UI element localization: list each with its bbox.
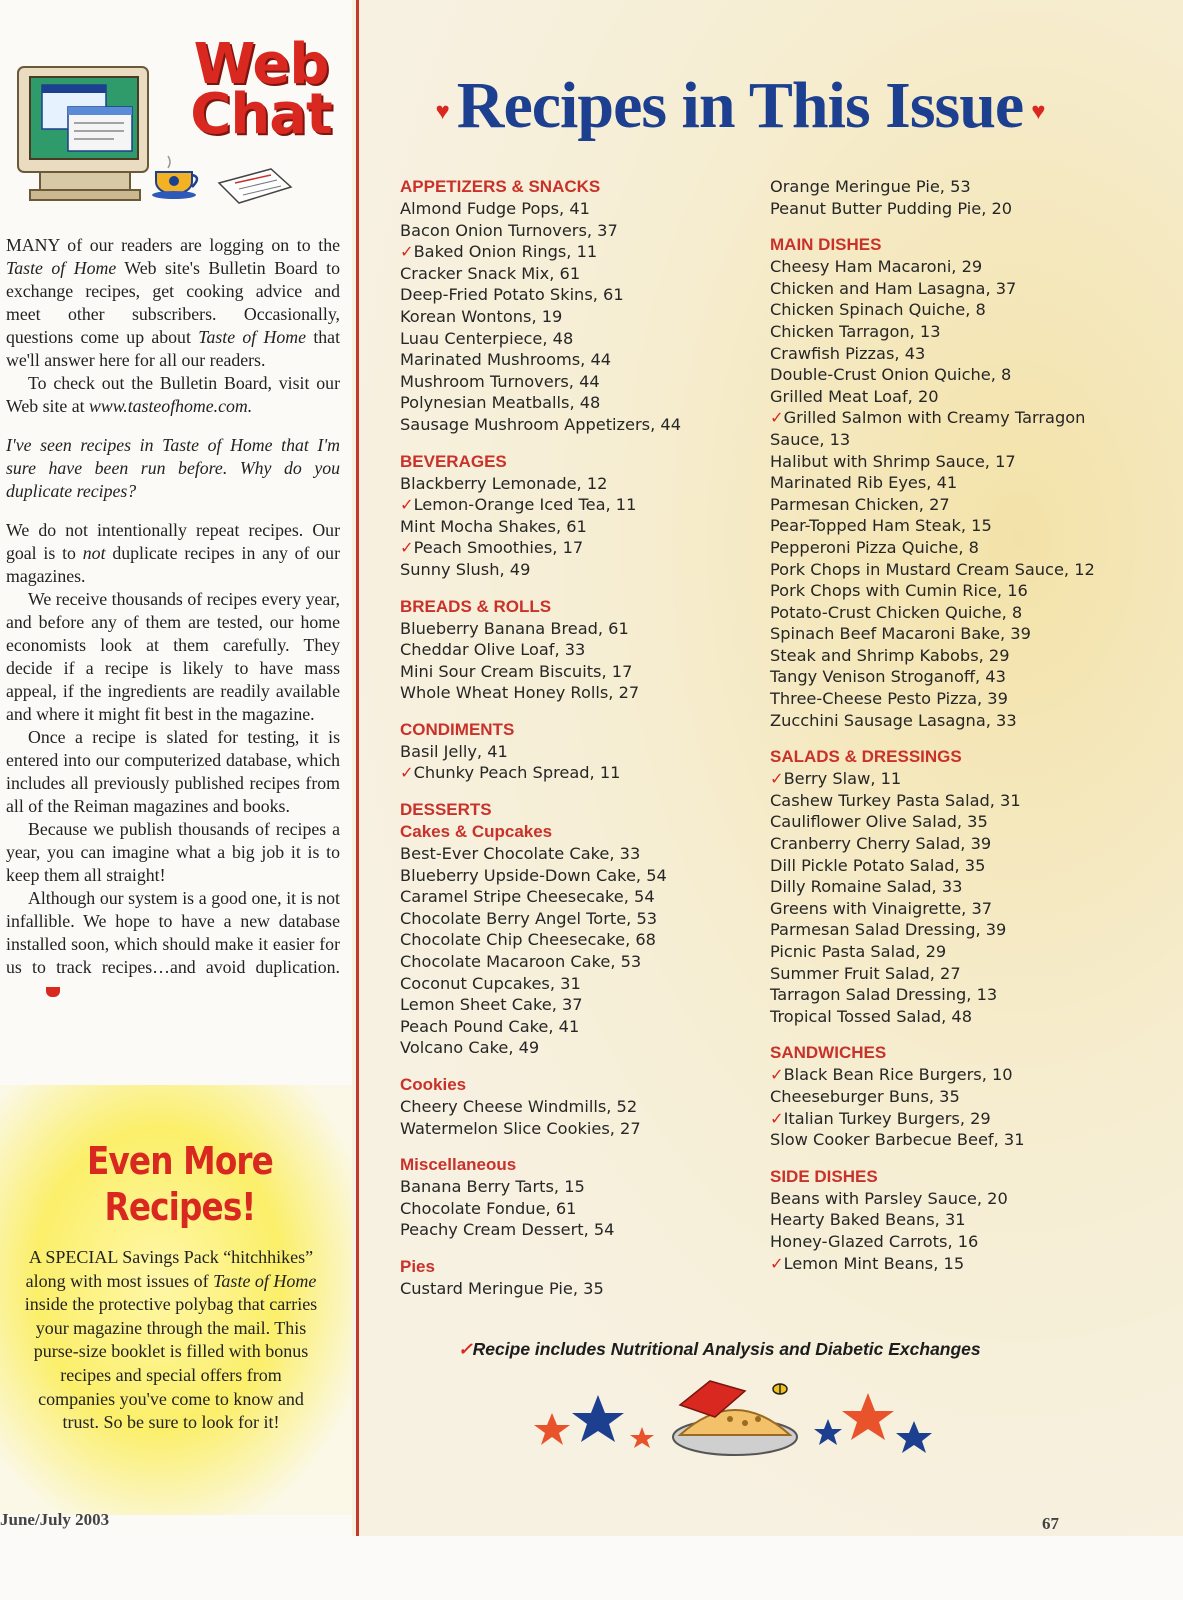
section-heading: SIDE DISHES bbox=[770, 1166, 878, 1186]
recipe-item-text: Basil Jelly, 41 bbox=[400, 741, 508, 761]
recipe-item bbox=[770, 688, 1130, 710]
recipe-item bbox=[400, 951, 760, 973]
page-number: 67 bbox=[1042, 1514, 1059, 1533]
recipe-item bbox=[770, 176, 1130, 198]
checkmark-icon: ✓ bbox=[400, 495, 414, 515]
recipe-item bbox=[770, 494, 1130, 516]
recipe-item-text: Parmesan Chicken, 27 bbox=[770, 494, 950, 514]
recipe-item-text: Lemon Mint Beans, 15 bbox=[783, 1253, 965, 1273]
recipe-item-text: Grilled Meat Loaf, 20 bbox=[770, 386, 939, 406]
recipe-item bbox=[400, 639, 760, 661]
recipe-item bbox=[400, 473, 760, 495]
recipe-item-text: Blueberry Upside-Down Cake, 54 bbox=[400, 865, 667, 885]
recipe-item bbox=[400, 1219, 760, 1241]
recipe-item-text: Watermelon Slice Cookies, 27 bbox=[400, 1118, 641, 1138]
recipe-item-text: Potato-Crust Chicken Quiche, 8 bbox=[770, 602, 1023, 622]
recipe-item-text: Almond Fudge Pops, 41 bbox=[400, 199, 590, 218]
recipe-item bbox=[400, 1016, 760, 1038]
section-heading: MAIN DISHES bbox=[770, 235, 882, 255]
recipe-item-text: Orange Meringue Pie, 53 bbox=[770, 177, 971, 196]
recipe-item bbox=[400, 973, 760, 995]
recipe-item-text: Double-Crust Onion Quiche, 8 bbox=[770, 365, 1012, 385]
star-icon bbox=[896, 1421, 932, 1453]
page-title bbox=[400, 66, 1080, 152]
recipe-item bbox=[400, 618, 760, 640]
recipe-item bbox=[770, 537, 1130, 559]
star-icon bbox=[630, 1427, 654, 1448]
recipe-item bbox=[770, 1253, 1130, 1275]
recipe-item-text: Marinated Rib Eyes, 41 bbox=[770, 473, 958, 493]
recipe-item bbox=[770, 559, 1130, 581]
recipe-item bbox=[400, 328, 760, 350]
answer-paragraph-3: Once a recipe is slated for testing, it is entered into our computerized database, which includes all previously published recipes from all of the Reiman magazines and books. bbox=[6, 727, 340, 816]
recipe-item-text: Cauliflower Olive Salad, 35 bbox=[770, 812, 988, 832]
recipe-item-text: Parmesan Salad Dressing, 39 bbox=[770, 920, 1007, 940]
recipe-item-text: Luau Centerpiece, 48 bbox=[400, 328, 574, 348]
recipe-item-text: Hearty Baked Beans, 31 bbox=[770, 1210, 966, 1230]
promo-text: A SPECIAL Savings Pack “hitchhikes” along with most issues of Taste of Home inside the protective polybag that carries your magazine through the mail. This purse-size booklet is filled with bonus recipes and special offers from companies you've come to know and trust. So be sure to look for it! bbox=[24, 1247, 318, 1433]
checkmark-icon: ✓ bbox=[400, 242, 414, 262]
star-icon bbox=[534, 1413, 570, 1445]
recipe-item-text: Steak and Shrimp Kabobs, 29 bbox=[770, 645, 1010, 665]
recipe-item-text: Lemon Sheet Cake, 37 bbox=[400, 995, 583, 1015]
promo-title-line1: Even More bbox=[87, 1139, 273, 1183]
recipe-item-text: Tarragon Salad Dressing, 13 bbox=[770, 985, 998, 1005]
nutrition-note-text: Recipe includes Nutritional Analysis and Diabetic Exchanges bbox=[472, 1339, 981, 1359]
section-heading: Cookies bbox=[400, 1075, 467, 1094]
recipe-item bbox=[400, 284, 760, 306]
reader-question: I've seen recipes in Taste of Home that I'm sure have been run before. Why do you duplicate recipes? bbox=[6, 435, 340, 501]
recipe-item-text: Sausage Mushroom Appetizers, 44 bbox=[400, 414, 681, 434]
recipe-item-text: Cheeseburger Buns, 35 bbox=[770, 1086, 960, 1106]
recipe-item bbox=[770, 963, 1130, 985]
recipe-item-text: Cashew Turkey Pasta Salad, 31 bbox=[770, 790, 1021, 810]
star-icon bbox=[814, 1419, 842, 1445]
recipe-item-text: Chocolate Berry Angel Torte, 53 bbox=[400, 908, 658, 928]
recipe-item-text: Caramel Stripe Cheesecake, 54 bbox=[400, 887, 655, 907]
recipe-item-text: Best-Ever Chocolate Cake, 33 bbox=[400, 844, 641, 864]
recipe-item-text: Summer Fruit Salad, 27 bbox=[770, 963, 961, 983]
recipe-item-text: Peach Pound Cake, 41 bbox=[400, 1016, 580, 1036]
recipe-item-text: Deep-Fried Potato Skins, 61 bbox=[400, 285, 624, 305]
recipe-item bbox=[770, 919, 1130, 941]
recipe-item-text: Tropical Tossed Salad, 48 bbox=[770, 1006, 973, 1026]
checkmark-icon: ✓ bbox=[770, 1065, 784, 1085]
recipe-item bbox=[400, 537, 760, 559]
recipe-item bbox=[770, 407, 1100, 450]
recipe-item bbox=[770, 898, 1130, 920]
recipe-section bbox=[770, 176, 1130, 219]
recipe-item-text: Chicken Spinach Quiche, 8 bbox=[770, 300, 986, 320]
recipe-section bbox=[400, 176, 760, 436]
recipe-item-text: Grilled Salmon with Creamy Tarragon Sauce, 13 bbox=[770, 408, 1086, 449]
web-chat-title bbox=[176, 32, 346, 147]
recipe-item bbox=[770, 855, 1130, 877]
recipe-item bbox=[400, 263, 760, 285]
recipe-item-text: Coconut Cupcakes, 31 bbox=[400, 973, 581, 993]
recipe-item-text: Pepperoni Pizza Quiche, 8 bbox=[770, 537, 979, 557]
section-heading: BEVERAGES bbox=[400, 451, 507, 471]
recipe-item-text: Tangy Venison Stroganoff, 43 bbox=[770, 667, 1006, 687]
recipe-item bbox=[400, 349, 760, 371]
checkmark-icon: ✓ bbox=[400, 763, 414, 783]
nutrition-note bbox=[458, 1339, 981, 1360]
answer-paragraph-1: We do not intentionally repeat recipes. Our goal is to not duplicate recipes in any of our magazines. bbox=[6, 520, 340, 586]
recipe-item-text: Chicken and Ham Lasagna, 37 bbox=[770, 278, 1017, 298]
recipe-item bbox=[400, 886, 760, 908]
recipe-item bbox=[770, 1188, 1130, 1210]
stars-and-pie-decoration bbox=[530, 1375, 950, 1475]
recipe-item bbox=[400, 661, 760, 683]
star-icon bbox=[842, 1393, 894, 1440]
recipe-item bbox=[400, 1118, 760, 1140]
recipe-item-text: Peanut Butter Pudding Pie, 20 bbox=[770, 198, 1013, 218]
recipe-item bbox=[400, 741, 760, 763]
recipe-column-left bbox=[400, 176, 760, 1315]
recipe-cards-icon bbox=[215, 165, 295, 210]
recipe-item bbox=[400, 220, 760, 242]
recipe-item bbox=[770, 1064, 1130, 1086]
checkmark-icon: ✓ bbox=[458, 1339, 473, 1359]
recipe-item-text: Peach Smoothies, 17 bbox=[413, 538, 584, 558]
recipe-item bbox=[770, 623, 1130, 645]
recipe-item-text: Dill Pickle Potato Salad, 35 bbox=[770, 855, 986, 875]
recipe-item-text: Chunky Peach Spread, 11 bbox=[413, 763, 621, 783]
recipe-item bbox=[770, 1129, 1130, 1151]
recipe-section bbox=[400, 596, 760, 704]
recipe-section bbox=[400, 1154, 760, 1241]
checkmark-icon: ✓ bbox=[770, 769, 784, 789]
recipe-item bbox=[400, 1198, 760, 1220]
star-icon bbox=[572, 1395, 624, 1442]
bulletin-board-paragraph: To check out the Bulletin Board, visit our Web site at www.tasteofhome.com. bbox=[6, 373, 340, 416]
recipe-item-text: Chicken Tarragon, 13 bbox=[770, 321, 941, 341]
recipe-item-text: Picnic Pasta Salad, 29 bbox=[770, 942, 947, 961]
heart-icon: ♥ bbox=[1031, 98, 1045, 125]
recipe-item bbox=[400, 494, 760, 516]
recipe-item bbox=[770, 278, 1130, 300]
recipe-item-text: Greens with Vinaigrette, 37 bbox=[770, 898, 993, 918]
recipe-item-text: Pork Chops in Mustard Cream Sauce, 12 bbox=[770, 559, 1095, 579]
recipe-item bbox=[400, 198, 760, 220]
recipe-item-text: Berry Slaw, 11 bbox=[783, 769, 902, 789]
checkmark-icon: ✓ bbox=[770, 1253, 784, 1273]
recipe-item bbox=[770, 941, 1130, 963]
issue-date: June/July 2003 bbox=[0, 1510, 110, 1529]
recipe-item bbox=[770, 1209, 1130, 1231]
recipe-item bbox=[770, 1108, 1130, 1130]
recipe-item-text: Peachy Cream Dessert, 54 bbox=[400, 1220, 615, 1240]
recipe-section bbox=[400, 451, 760, 581]
recipe-section bbox=[770, 1166, 1130, 1274]
recipe-item bbox=[400, 865, 760, 887]
recipe-item-text: Pear-Topped Ham Steak, 15 bbox=[770, 516, 992, 536]
recipe-item-text: Honey-Glazed Carrots, 16 bbox=[770, 1231, 979, 1251]
section-heading: CONDIMENTS bbox=[400, 719, 515, 739]
recipe-item-text: Dilly Romaine Salad, 33 bbox=[770, 877, 963, 897]
recipe-item-text: Halibut with Shrimp Sauce, 17 bbox=[770, 451, 1016, 471]
web-chat-title-line1: Web bbox=[193, 32, 329, 97]
recipe-item-text: Mint Mocha Shakes, 61 bbox=[400, 516, 587, 536]
recipe-item bbox=[770, 321, 1130, 343]
recipe-item-text: Blackberry Lemonade, 12 bbox=[400, 473, 608, 493]
web-chat-body bbox=[6, 234, 340, 1002]
recipe-item bbox=[400, 843, 760, 865]
answer-paragraph-5: Although our system is a good one, it is not infallible. We hope to have a new database installed soon, which should make it easier for us to track recipes…and avoid duplication. bbox=[6, 887, 340, 1002]
section-heading: BREADS & ROLLS bbox=[400, 596, 552, 616]
recipe-item-text: Chocolate Fondue, 61 bbox=[400, 1198, 577, 1218]
recipe-item-text: Chocolate Chip Cheesecake, 68 bbox=[400, 930, 656, 950]
recipe-item bbox=[770, 580, 1130, 602]
recipe-item bbox=[400, 762, 760, 784]
recipe-item bbox=[770, 984, 1130, 1006]
recipe-item-text: Polynesian Meatballs, 48 bbox=[400, 393, 601, 413]
recipe-item-text: Beans with Parsley Sauce, 20 bbox=[770, 1188, 1008, 1208]
recipe-column-right bbox=[770, 176, 1130, 1289]
recipe-item-text: Banana Berry Tarts, 15 bbox=[400, 1177, 585, 1197]
recipe-section bbox=[770, 1042, 1130, 1150]
recipe-item-text: Cheesy Ham Macaroni, 29 bbox=[770, 257, 983, 277]
recipe-item-text: Cheddar Olive Loaf, 33 bbox=[400, 640, 586, 660]
promo-title bbox=[51, 1138, 309, 1230]
page-title-text: Recipes in This Issue bbox=[456, 69, 1024, 142]
recipe-item bbox=[400, 414, 760, 436]
answer-paragraph-2: We receive thousands of recipes every year, and before any of them are tested, our home economists look at them carefully. They decide if a recipe is likely to have mass appeal, if the ingredients are readily available and where it might fit best in the magazine. bbox=[6, 589, 340, 724]
recipe-item bbox=[400, 371, 760, 393]
recipe-item-text: Spinach Beef Macaroni Bake, 39 bbox=[770, 624, 1031, 644]
end-mark-icon bbox=[46, 987, 60, 997]
recipe-section bbox=[400, 799, 760, 1059]
recipe-item-text: Volcano Cake, 49 bbox=[400, 1038, 540, 1058]
recipe-item bbox=[770, 1086, 1130, 1108]
section-heading: Pies bbox=[400, 1256, 435, 1276]
recipe-item-text: Italian Turkey Burgers, 29 bbox=[783, 1108, 991, 1128]
recipe-item-text: Zucchini Sausage Lasagna, 33 bbox=[770, 710, 1017, 730]
checkmark-icon: ✓ bbox=[400, 538, 414, 558]
recipe-item bbox=[770, 710, 1130, 732]
section-subheading: Cakes & Cupcakes bbox=[400, 822, 553, 842]
recipe-item-text: Custard Meringue Pie, 35 bbox=[400, 1278, 604, 1298]
recipe-item bbox=[770, 666, 1130, 688]
recipe-item-text: Slow Cooker Barbecue Beef, 31 bbox=[770, 1130, 1025, 1150]
bee-icon bbox=[773, 1384, 787, 1394]
recipe-item-text: Sunny Slush, 49 bbox=[400, 559, 531, 579]
recipe-item bbox=[770, 256, 1130, 278]
recipe-section bbox=[400, 1074, 760, 1139]
section-heading: SANDWICHES bbox=[770, 1043, 887, 1063]
recipe-item bbox=[770, 451, 1130, 473]
recipe-item bbox=[400, 241, 760, 263]
recipe-item-text: Marinated Mushrooms, 44 bbox=[400, 350, 612, 370]
recipe-item bbox=[770, 645, 1130, 667]
recipe-item bbox=[770, 515, 1130, 537]
section-heading: Miscellaneous bbox=[400, 1155, 517, 1175]
recipe-item-text: Korean Wontons, 19 bbox=[400, 306, 563, 326]
recipe-item bbox=[770, 1006, 1130, 1028]
recipe-item bbox=[400, 682, 760, 704]
recipe-item bbox=[400, 994, 760, 1016]
recipe-section bbox=[400, 719, 760, 784]
recipe-item bbox=[400, 306, 760, 328]
recipe-item bbox=[770, 386, 1130, 408]
recipe-item-text: Black Bean Rice Burgers, 10 bbox=[783, 1065, 1013, 1085]
recipe-item-text: Mini Sour Cream Biscuits, 17 bbox=[400, 661, 633, 681]
recipe-item-text: Crawfish Pizzas, 43 bbox=[770, 343, 926, 363]
recipe-item-text: Cracker Snack Mix, 61 bbox=[400, 263, 581, 283]
web-chat-title-line2: Chat bbox=[190, 82, 332, 147]
recipe-item bbox=[400, 392, 760, 414]
recipe-item-text: Chocolate Macaroon Cake, 53 bbox=[400, 952, 642, 972]
recipe-item bbox=[770, 299, 1130, 321]
section-heading: SALADS & DRESSINGS bbox=[770, 747, 962, 767]
section-heading: DESSERTS bbox=[400, 800, 492, 820]
recipe-item bbox=[770, 198, 1130, 220]
heart-icon: ♥ bbox=[435, 98, 449, 125]
recipe-item-text: Cranberry Cherry Salad, 39 bbox=[770, 834, 992, 854]
recipe-item bbox=[400, 1096, 760, 1118]
recipe-item bbox=[770, 768, 1130, 790]
recipe-item bbox=[400, 1037, 760, 1059]
recipe-item bbox=[400, 1176, 760, 1198]
recipe-item-text: Bacon Onion Turnovers, 37 bbox=[400, 220, 618, 240]
answer-paragraph-4: Because we publish thousands of recipes a year, you can imagine what a big job it is to keep them all straight! bbox=[6, 819, 340, 885]
recipe-item-text: Three-Cheese Pesto Pizza, 39 bbox=[770, 689, 1008, 709]
recipe-item bbox=[400, 516, 760, 538]
column-divider bbox=[356, 0, 359, 1540]
recipe-item bbox=[400, 559, 760, 581]
recipe-item bbox=[770, 876, 1130, 898]
recipe-item-text: Lemon-Orange Iced Tea, 11 bbox=[413, 495, 637, 515]
intro-paragraph: MANY of our readers are logging on to the Taste of Home Web site's Bulletin Board to exchange recipes, get cooking advice and meet other subscribers. Occasionally, questions come up about Taste of Home that we'll answer here for all our readers. bbox=[6, 235, 341, 370]
recipe-item bbox=[770, 343, 1130, 365]
page-footer-band bbox=[0, 1536, 1183, 1600]
recipe-section bbox=[770, 746, 1130, 1027]
recipe-item bbox=[770, 833, 1130, 855]
recipe-item bbox=[770, 602, 1130, 624]
recipe-item-text: Blueberry Banana Bread, 61 bbox=[400, 618, 629, 638]
recipe-item bbox=[770, 1231, 1130, 1253]
recipe-item bbox=[400, 908, 760, 930]
recipe-section bbox=[400, 1256, 760, 1300]
coffee-cup-icon bbox=[150, 150, 210, 200]
checkmark-icon: ✓ bbox=[770, 1108, 784, 1128]
recipe-item bbox=[770, 790, 1130, 812]
recipe-item-text: Whole Wheat Honey Rolls, 27 bbox=[400, 683, 640, 703]
recipe-item bbox=[400, 929, 760, 951]
promo-title-line2: Recipes! bbox=[104, 1185, 256, 1229]
recipe-item bbox=[400, 1278, 760, 1300]
recipe-item-text: Baked Onion Rings, 11 bbox=[413, 242, 598, 262]
website-link[interactable]: www.tasteofhome.com. bbox=[89, 396, 253, 416]
recipe-item-text: Pork Chops with Cumin Rice, 16 bbox=[770, 581, 1028, 601]
recipe-section bbox=[770, 234, 1130, 731]
recipe-item bbox=[770, 472, 1130, 494]
recipe-item bbox=[770, 811, 1130, 833]
checkmark-icon: ✓ bbox=[770, 408, 784, 428]
recipe-item-text: Mushroom Turnovers, 44 bbox=[400, 371, 600, 391]
recipe-item-text: Cheery Cheese Windmills, 52 bbox=[400, 1097, 638, 1116]
web-chat-sidebar bbox=[0, 0, 352, 1600]
section-heading: APPETIZERS & SNACKS bbox=[400, 177, 601, 196]
recipe-item bbox=[770, 364, 1130, 386]
